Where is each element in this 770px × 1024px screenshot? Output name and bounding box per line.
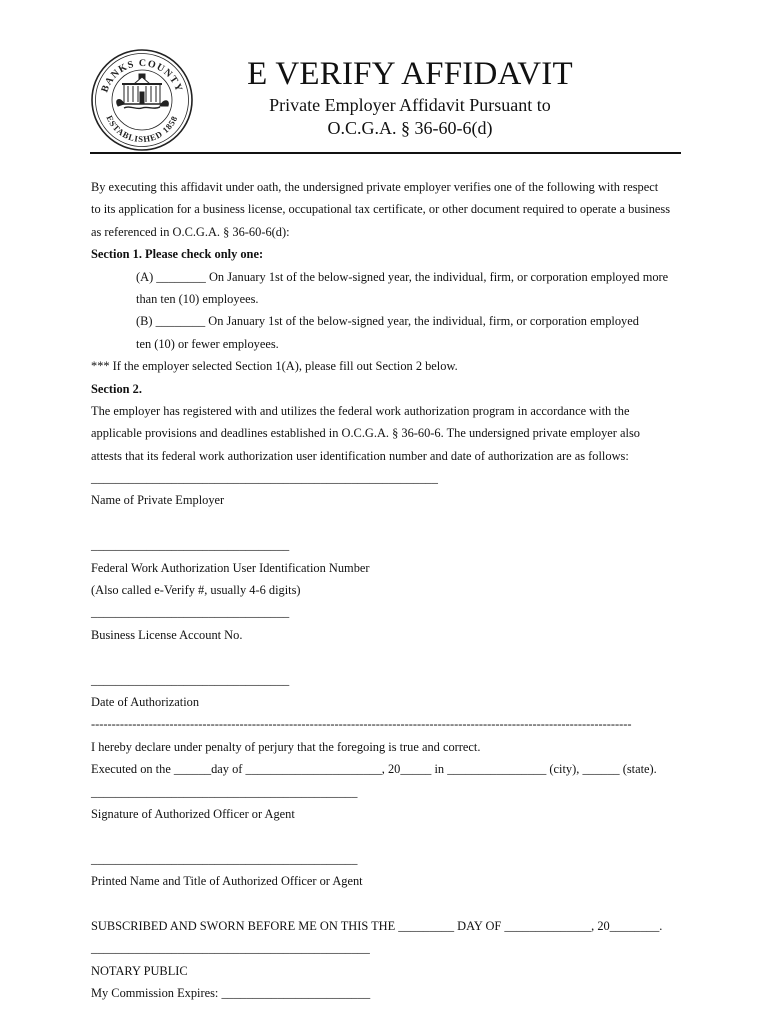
option-a-continuation: than ten (10) employees. [136, 291, 259, 306]
option-b-checkbox-line[interactable]: (B) ________ On January 1st of the below-signed year, the individual, firm, or corporation employed [136, 314, 639, 329]
section-2-heading: Section 2. [91, 381, 142, 396]
section-2-text: The employer has registered with and utilizes the federal work authorization program in accordance with the [91, 403, 630, 418]
section-1-note: *** If the employer selected Section 1(A), please fill out Section 2 below. [91, 359, 458, 374]
subtitle-line-1: Private Employer Affidavit Pursuant to [269, 95, 551, 115]
courthouse-icon [117, 74, 169, 108]
option-a-checkbox-line[interactable]: (A) ________ On January 1st of the below-signed year, the individual, firm, or corporation employed more [136, 269, 669, 284]
signature-field[interactable]: ___________________________________________ [91, 784, 358, 799]
business-license-field[interactable]: ________________________________ [91, 605, 290, 620]
commission-expires-field[interactable]: My Commission Expires: ________________________ [91, 986, 371, 1001]
signature-label: Signature of Authorized Officer or Agent [91, 806, 295, 821]
perjury-declaration: I hereby declare under penalty of perjury that the foregoing is true and correct. [91, 739, 481, 754]
section-2-text: applicable provisions and deadlines established in O.C.G.A. § 36-60-6. The undersigned private employer also [91, 426, 640, 441]
banks-county-seal [90, 48, 194, 152]
affidavit-body [91, 176, 683, 1004]
svg-text:ESTABLISHED 1858 [104, 114, 179, 144]
business-license-label: Business License Account No. [91, 627, 243, 642]
page-title: E VERIFY AFFIDAVIT [247, 56, 573, 92]
subtitle-line-2: O.C.G.A. § 36-60-6(d) [327, 118, 493, 138]
employer-name-field[interactable]: ________________________________________________________ [91, 471, 438, 486]
printed-name-label: Printed Name and Title of Authorized Officer or Agent [91, 874, 363, 889]
intro-line: By executing this affidavit under oath, the undersigned private employer verifies one of the following with respect [91, 180, 659, 194]
page-subtitle [190, 94, 630, 140]
user-id-label: Federal Work Authorization User Identification Number [91, 560, 370, 575]
option-b-continuation: ten (10) or fewer employees. [136, 336, 279, 351]
authorization-date-field[interactable]: ________________________________ [91, 672, 290, 687]
authorization-date-label: Date of Authorization [91, 694, 200, 709]
employer-name-label: Name of Private Employer [91, 493, 225, 508]
user-id-note: (Also called e-Verify #, usually 4-6 digits) [91, 583, 301, 598]
section-2-text: attests that its federal work authorization user identification number and date of authorization are as follows: [91, 448, 629, 463]
notary-signature-field[interactable]: _____________________________________________ [91, 941, 370, 956]
header-divider [90, 152, 681, 154]
executed-on-field[interactable]: Executed on the ______day of ______________________, 20_____ in ________________ (city), ______ (state). [91, 762, 657, 777]
intro-line: as referenced in O.C.G.A. § 36-60-6(d): [91, 224, 290, 239]
section-1-heading: Section 1. Please check only one: [91, 247, 264, 262]
seal-bottom-text: ESTABLISHED 1858 [104, 113, 180, 145]
subscribed-sworn-field[interactable]: SUBSCRIBED AND SWORN BEFORE ME ON THIS THE _________ DAY OF ______________, 20________. [91, 918, 663, 933]
user-id-field[interactable]: ________________________________ [91, 538, 290, 553]
dashed-separator: ----------------------------------------------------------------------------------------------------------------------------------- [91, 717, 632, 732]
printed-name-field[interactable]: ___________________________________________ [91, 851, 358, 866]
notary-public-label: NOTARY PUBLIC [91, 963, 188, 978]
intro-line: to its application for a business license, occupational tax certificate, or other document required to operate a business [91, 202, 671, 217]
seal-top-text: BANKS COUNTY [99, 57, 185, 94]
